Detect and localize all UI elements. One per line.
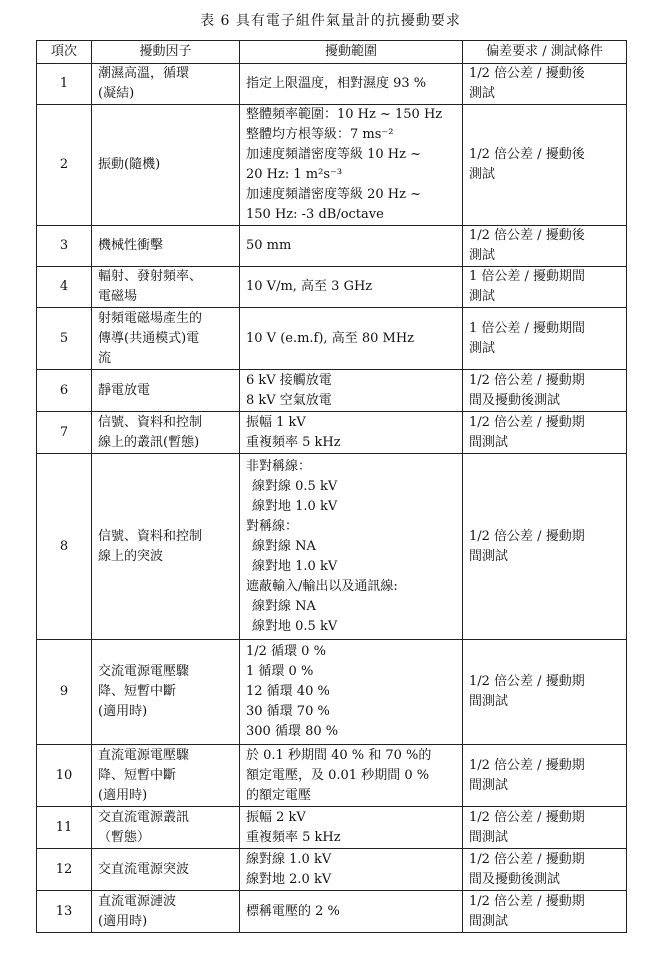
- header-item-no: 項次: [37, 41, 92, 64]
- requirement-cell: [463, 849, 627, 891]
- disturbance-factor-line: 潮濕高溫，循環: [98, 66, 190, 81]
- disturbance-range-cell: [240, 308, 463, 370]
- requirement-cell: [463, 267, 627, 308]
- disturbance-range-cell: [240, 849, 463, 891]
- table-row: [37, 412, 627, 454]
- disturbance-factor-line: 流: [98, 350, 112, 366]
- disturbance-factor-line: 傳導(共通模式)電: [98, 330, 200, 346]
- requirement-cell: [463, 640, 627, 745]
- disturbance-factor-cell: [92, 640, 240, 745]
- table-row: [37, 105, 627, 226]
- disturbance-factor-line: 降、短暫中斷: [98, 767, 177, 783]
- disturbance-range-line: 6 kV 接觸放電: [246, 372, 332, 388]
- disturbance-range-line: 加速度頻譜密度等級 10 Hz ~: [246, 147, 422, 162]
- requirement-cell: [463, 807, 627, 849]
- table-row: [37, 640, 627, 745]
- disturbance-factor-cell: [92, 308, 240, 370]
- table-row: [37, 267, 627, 308]
- requirement-line: 測試: [469, 340, 496, 356]
- requirement-line: 測試: [469, 248, 496, 263]
- requirement-cell: [463, 454, 627, 640]
- header-disturbance-factor: 擾動因子: [92, 41, 240, 64]
- item-number: 13: [37, 891, 92, 933]
- disturbance-range-line: 的額定電壓: [246, 787, 312, 803]
- disturbance-range-line: 線對線 NA: [252, 598, 316, 614]
- item-number: 7: [37, 412, 92, 454]
- requirement-cell: [463, 308, 627, 370]
- disturbance-factor-line: 直流電源電壓驟: [98, 747, 190, 763]
- item-number: 3: [37, 226, 92, 267]
- disturbance-range-line: 線對地 0.5 kV: [252, 618, 338, 634]
- disturbance-factor-line: (適用時): [98, 704, 148, 719]
- requirement-line: 1/2 倍公差 / 擾動期: [469, 674, 585, 689]
- disturbance-range-line: 1 循環 0 %: [246, 664, 314, 679]
- disturbance-range-cell: [240, 370, 463, 412]
- disturbance-factor-line: （暫態）: [98, 829, 151, 845]
- item-number: 9: [37, 640, 92, 745]
- requirement-cell: [463, 370, 627, 412]
- disturbance-factor-line: (適用時): [98, 787, 148, 803]
- item-number: 6: [37, 370, 92, 412]
- requirement-cell: [463, 891, 627, 933]
- disturbance-range-line: 150 Hz: -3 dB/octave: [246, 207, 384, 222]
- item-number: 12: [37, 849, 92, 891]
- disturbance-range-line: 12 循環 40 %: [246, 684, 330, 699]
- table-row: [37, 226, 627, 267]
- requirement-line: 1 倍公差 / 擾動期間: [469, 320, 586, 336]
- requirement-line: 1/2 倍公差 / 擾動後: [469, 66, 585, 81]
- disturbance-factor-line: (凝結): [98, 86, 135, 101]
- disturbance-factor-line: 振動(隨機): [98, 157, 161, 172]
- requirement-line: 間測試: [469, 548, 509, 564]
- table-row: [37, 807, 627, 849]
- disturbance-range-cell: [240, 891, 463, 933]
- disturbance-range-line: 額定電壓，及 0.01 秒期間 0 %: [246, 767, 430, 783]
- disturbance-range-line: 重複頻率 5 kHz: [246, 434, 341, 450]
- requirement-line: 1 倍公差 / 擾動期間: [469, 269, 586, 284]
- item-number: 5: [37, 308, 92, 370]
- item-number: 4: [37, 267, 92, 308]
- disturbance-factor-cell: [92, 745, 240, 807]
- disturbance-range-cell: [240, 640, 463, 745]
- requirement-line: 1/2 倍公差 / 擾動後: [469, 228, 585, 243]
- disturbance-factor-cell: [92, 454, 240, 640]
- disturbance-factor-line: 線上的叢訊(暫態): [98, 434, 200, 450]
- table-row: [37, 370, 627, 412]
- requirement-line: 間及擾動後測試: [469, 871, 561, 887]
- disturbance-factor-cell: [92, 412, 240, 454]
- disturbance-range-cell: [240, 807, 463, 849]
- disturbance-range-line: 線對地 1.0 kV: [252, 498, 338, 514]
- table-row: [37, 745, 627, 807]
- disturbance-range-line: 線對線 NA: [252, 538, 316, 554]
- disturbance-factor-cell: [92, 105, 240, 226]
- table-row: [37, 308, 627, 370]
- disturbance-range-line: 300 循環 80 %: [246, 724, 339, 739]
- disturbance-factor-cell: [92, 807, 240, 849]
- disturbance-range-line: 加速度頻譜密度等級 20 Hz ~: [246, 187, 422, 202]
- requirement-line: 間測試: [469, 829, 509, 845]
- disturbance-factor-line: 交流電源電壓驟: [98, 664, 190, 679]
- disturbance-range-line: 線對地 1.0 kV: [252, 558, 338, 574]
- disturbance-factor-cell: [92, 267, 240, 308]
- disturbance-factor-cell: [92, 226, 240, 267]
- disturbance-range-line: 10 V (e.m.f), 高至 80 MHz: [246, 330, 415, 346]
- disturbance-range-cell: [240, 226, 463, 267]
- disturbance-range-line: 重複頻率 5 kHz: [246, 829, 341, 845]
- header-disturbance-range: 擾動範圍: [240, 41, 463, 64]
- disturbance-factor-cell: [92, 64, 240, 105]
- table-row: [37, 64, 627, 105]
- disturbance-range-cell: [240, 267, 463, 308]
- disturbance-range-cell: [240, 745, 463, 807]
- disturbance-range-line: 整體均方根等級：7 ms⁻²: [246, 127, 394, 142]
- item-number: 2: [37, 105, 92, 226]
- requirement-line: 1/2 倍公差 / 擾動期: [469, 414, 585, 430]
- disturbance-factor-line: 交直流電源突波: [98, 861, 190, 877]
- disturbance-range-line: 線對線 1.0 kV: [246, 851, 332, 867]
- disturbance-range-line: 振幅 2 kV: [246, 809, 306, 825]
- disturbance-range-line: 振幅 1 kV: [246, 414, 306, 430]
- immunity-requirements-table: [36, 40, 627, 933]
- requirement-cell: [463, 412, 627, 454]
- disturbance-factor-line: 降、短暫中斷: [98, 684, 177, 699]
- disturbance-factor-cell: [92, 891, 240, 933]
- disturbance-range-line: 20 Hz: 1 m²s⁻³: [246, 167, 343, 182]
- requirement-line: 間測試: [469, 913, 509, 929]
- requirement-line: 1/2 倍公差 / 擾動後: [469, 147, 585, 162]
- requirement-line: 間測試: [469, 777, 509, 793]
- disturbance-range-line: 8 kV 空氣放電: [246, 392, 332, 408]
- header-row: [37, 41, 627, 64]
- requirement-line: 測試: [469, 167, 496, 182]
- disturbance-factor-line: (適用時): [98, 913, 148, 929]
- requirement-line: 1/2 倍公差 / 擾動期: [469, 809, 585, 825]
- requirement-cell: [463, 745, 627, 807]
- disturbance-factor-line: 直流電源漣波: [98, 893, 177, 909]
- header-requirement: 偏差要求 / 測試條件: [463, 41, 627, 64]
- disturbance-range-line: 指定上限溫度，相對濕度 93 %: [246, 76, 427, 91]
- requirement-line: 1/2 倍公差 / 擾動期: [469, 528, 585, 544]
- disturbance-factor-cell: [92, 370, 240, 412]
- disturbance-range-line: 線對地 2.0 kV: [246, 871, 332, 887]
- disturbance-range-line: 標稱電壓的 2 %: [246, 903, 340, 919]
- disturbance-factor-line: 信號、資料和控制: [98, 414, 203, 430]
- requirement-cell: [463, 64, 627, 105]
- disturbance-factor-line: 輻射、發射頻率、: [98, 269, 203, 284]
- table-row: [37, 891, 627, 933]
- disturbance-range-line: 30 循環 70 %: [246, 704, 330, 719]
- disturbance-factor-line: 機械性衝擊: [98, 238, 164, 253]
- disturbance-range-line: 對稱線：: [246, 518, 299, 534]
- disturbance-factor-line: 信號、資料和控制: [98, 528, 203, 544]
- disturbance-factor-line: 電磁場: [98, 289, 138, 304]
- requirement-line: 間及擾動後測試: [469, 392, 561, 408]
- disturbance-range-line: 50 mm: [246, 238, 292, 253]
- item-number: 8: [37, 454, 92, 640]
- requirement-line: 1/2 倍公差 / 擾動期: [469, 757, 585, 773]
- disturbance-range-line: 1/2 循環 0 %: [246, 644, 326, 659]
- disturbance-range-cell: [240, 105, 463, 226]
- disturbance-range-cell: [240, 64, 463, 105]
- requirement-line: 1/2 倍公差 / 擾動期: [469, 851, 585, 867]
- requirement-line: 測試: [469, 289, 496, 304]
- item-number: 10: [37, 745, 92, 807]
- disturbance-factor-line: 靜電放電: [98, 382, 151, 398]
- disturbance-factor-line: 線上的突波: [98, 548, 164, 564]
- requirement-line: 1/2 倍公差 / 擾動期: [469, 893, 585, 909]
- requirement-line: 測試: [469, 86, 496, 101]
- disturbance-range-line: 整體頻率範圍：10 Hz ~ 150 Hz: [246, 107, 443, 122]
- table-caption: 表 6 具有電子組件氣量計的抗擾動要求: [200, 13, 461, 29]
- disturbance-factor-line: 交直流電源叢訊: [98, 809, 190, 825]
- disturbance-factor-cell: [92, 849, 240, 891]
- disturbance-range-cell: [240, 412, 463, 454]
- disturbance-range-line: 於 0.1 秒期間 40 % 和 70 %的: [246, 747, 432, 763]
- table-row: [37, 849, 627, 891]
- requirement-line: 1/2 倍公差 / 擾動期: [469, 372, 585, 388]
- requirement-cell: [463, 105, 627, 226]
- item-number: 11: [37, 807, 92, 849]
- disturbance-range-cell: [240, 454, 463, 640]
- requirement-line: 間測試: [469, 434, 509, 450]
- disturbance-factor-line: 射頻電磁場產生的: [98, 310, 203, 326]
- requirement-cell: [463, 226, 627, 267]
- disturbance-range-line: 10 V/m, 高至 3 GHz: [246, 279, 373, 294]
- table-row: [37, 454, 627, 640]
- item-number: 1: [37, 64, 92, 105]
- disturbance-range-line: 遮蔽輸入/輸出以及通訊線:: [246, 578, 398, 594]
- requirement-line: 間測試: [469, 694, 509, 709]
- disturbance-range-line: 非對稱線：: [246, 458, 312, 474]
- disturbance-range-line: 線對線 0.5 kV: [252, 478, 338, 494]
